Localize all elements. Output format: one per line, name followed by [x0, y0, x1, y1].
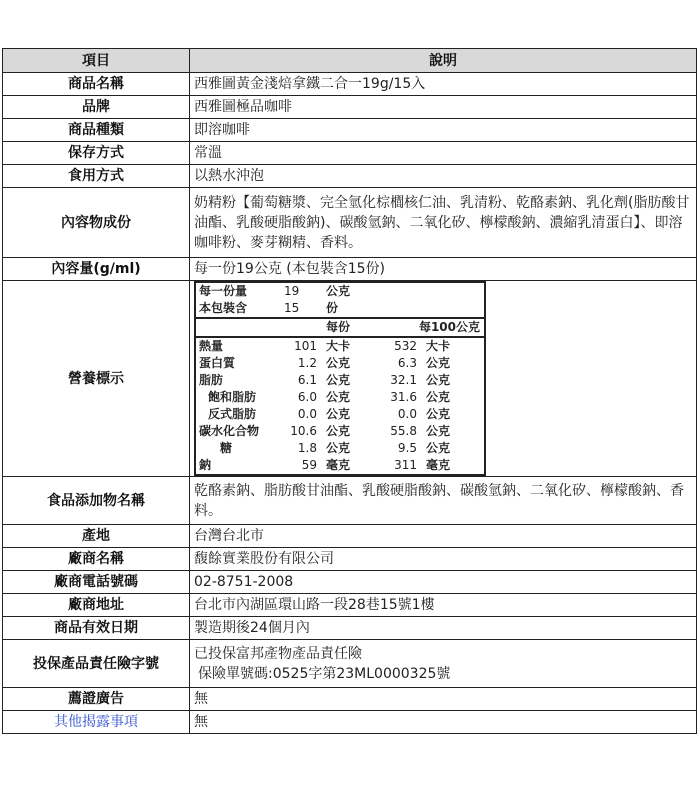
nutrient-unit: 公克: [426, 373, 451, 387]
col-per-100g: 每100公克: [369, 318, 485, 337]
value-phone: 02-8751-2008: [190, 571, 697, 594]
insurance-policy-number: 保險單號碼:0525字第23ML0000325號: [198, 665, 451, 682]
label-net-content: 內容量(g/ml): [3, 258, 190, 281]
nutrient-unit: 公克: [426, 441, 451, 455]
label-usage: 食用方式: [3, 165, 190, 188]
nutrition-cell: [190, 281, 697, 477]
value-usage: 以熱水沖泡: [190, 165, 697, 188]
row-phone: [3, 571, 697, 594]
nutrient-unit: 公克: [326, 373, 351, 387]
nutrition-facts-table: [194, 281, 486, 476]
count-value: 15: [284, 301, 300, 315]
row-category: [3, 119, 697, 142]
value-other-disclosure: 無: [190, 711, 697, 734]
nutrient-unit: 毫克: [326, 458, 351, 472]
label-ingredients: 內容物成份: [3, 188, 190, 258]
value-shelf-life: 製造期後24個月內: [190, 617, 697, 640]
nutrient-unit: 大卡: [323, 337, 369, 355]
header-row: [3, 49, 697, 73]
nutrition-count-row: [195, 300, 485, 318]
serving-unit: 公克: [326, 284, 351, 298]
label-category: 商品種類: [3, 119, 190, 142]
nutrient-unit: 毫克: [426, 458, 451, 472]
label-additives: 食品添加物名稱: [3, 477, 190, 525]
label-endorsement: 薦證廣告: [3, 688, 190, 711]
row-net-content: [3, 258, 697, 281]
nutrition-row: [195, 389, 485, 406]
product-info-table: [2, 48, 697, 734]
label-shelf-life: 商品有效日期: [3, 617, 190, 640]
nutrition-row: [195, 372, 485, 389]
row-storage: [3, 142, 697, 165]
value-address: 台北市內湖區環山路一段28巷15號1樓: [190, 594, 697, 617]
row-insurance: [3, 640, 697, 688]
row-manufacturer: [3, 548, 697, 571]
nutrient-unit: 公克: [326, 407, 351, 421]
row-other-disclosure: [3, 711, 697, 734]
row-usage: [3, 165, 697, 188]
value-insurance: [190, 640, 697, 688]
label-insurance: 投保產品責任險字號: [3, 640, 190, 688]
nutrition-header-row: [195, 318, 485, 337]
nutrient-per-100g: 532: [369, 337, 423, 355]
label-storage: 保存方式: [3, 142, 190, 165]
nutrient-name: 蛋白質: [199, 356, 236, 370]
value-product-name: 西雅圖黃金淺焙拿鐵二合一19g/15入: [190, 73, 697, 96]
nutrient-per-serving: 10.6: [290, 424, 317, 438]
nutrition-row: [195, 337, 485, 355]
label-origin: 產地: [3, 525, 190, 548]
nutrition-row: [195, 440, 485, 457]
value-additives: 乾酪素鈉、脂肪酸甘油酯、乳酸硬脂酸鈉、碳酸氫鈉、二氧化矽、檸檬酸鈉、香料。: [190, 477, 697, 525]
row-ingredients: [3, 188, 697, 258]
nutrition-row: [195, 355, 485, 372]
nutrition-row: [195, 457, 485, 475]
nutrient-unit: 公克: [426, 390, 451, 404]
nutrient-per-serving: 6.0: [297, 390, 317, 404]
nutrient-unit: 公克: [426, 424, 451, 438]
serving-value: 19: [284, 284, 300, 298]
nutrition-row: [195, 406, 485, 423]
nutrient-name: 碳水化合物: [199, 424, 260, 438]
label-product-name: 商品名稱: [3, 73, 190, 96]
label-manufacturer: 廠商名稱: [3, 548, 190, 571]
row-additives: [3, 477, 697, 525]
label-brand: 品牌: [3, 96, 190, 119]
row-address: [3, 594, 697, 617]
value-ingredients: 奶精粉【葡萄糖漿、完全氫化棕櫚核仁油、乳清粉、乾酪素鈉、乳化劑(脂肪酸甘油酯、乳酸硬脂酸鈉)、碳酸氫鈉、二氧化矽、檸檬酸鈉、濃縮乳清蛋白】、即溶咖啡粉、麥芽糊精、香料。: [190, 188, 697, 258]
nutrient-name: 熱量: [195, 337, 281, 355]
label-address: 廠商地址: [3, 594, 190, 617]
nutrient-per-serving: 59: [301, 458, 317, 472]
value-storage: 常溫: [190, 142, 697, 165]
col-per-serving: 每份: [323, 318, 369, 337]
value-net-content: 每一份19公克 (本包裝含15份): [190, 258, 697, 281]
header-description: 說明: [190, 49, 697, 73]
nutrient-per-100g: 55.8: [390, 424, 417, 438]
nutrient-unit: 公克: [326, 441, 351, 455]
nutrient-unit: 公克: [326, 390, 351, 404]
nutrient-name: 脂肪: [199, 373, 224, 387]
value-brand: 西雅圖極品咖啡: [190, 96, 697, 119]
nutrient-per-serving: 1.2: [297, 356, 317, 370]
value-category: 即溶咖啡: [190, 119, 697, 142]
nutrition-row: [195, 423, 485, 440]
nutrient-per-serving: 1.8: [297, 441, 317, 455]
nutrient-per-100g: 31.6: [390, 390, 417, 404]
label-nutrition: 營養標示: [3, 281, 190, 477]
label-phone: 廠商電話號碼: [3, 571, 190, 594]
nutrient-per-serving: 0.0: [297, 407, 317, 421]
row-product-name: [3, 73, 697, 96]
nutrient-per-serving: 101: [281, 337, 323, 355]
nutrient-unit: 公克: [426, 407, 451, 421]
nutrient-unit: 大卡: [423, 337, 485, 355]
label-other-disclosure: 其他揭露事項: [3, 711, 190, 734]
row-shelf-life: [3, 617, 697, 640]
nutrient-name: 反式脂肪: [208, 407, 257, 421]
nutrient-name: 糖: [220, 441, 233, 455]
nutrient-unit: 公克: [326, 424, 351, 438]
nutrient-per-100g: 311: [394, 458, 417, 472]
value-origin: 台灣台北市: [190, 525, 697, 548]
nutrient-unit: 公克: [426, 356, 451, 370]
nutrient-unit: 公克: [326, 356, 351, 370]
nutrient-name: 鈉: [199, 458, 212, 472]
row-origin: [3, 525, 697, 548]
nutrient-per-100g: 0.0: [397, 407, 417, 421]
row-brand: [3, 96, 697, 119]
value-endorsement: 無: [190, 688, 697, 711]
header-item: 項目: [3, 49, 190, 73]
insurance-line1: 已投保富邦產物產品責任險: [194, 645, 362, 662]
nutrient-per-100g: 32.1: [390, 373, 417, 387]
nutrient-per-serving: 6.1: [297, 373, 317, 387]
serving-label: 每一份量: [199, 284, 248, 298]
nutrient-per-100g: 6.3: [397, 356, 417, 370]
nutrient-per-100g: 9.5: [397, 441, 417, 455]
count-unit: 份: [326, 301, 339, 315]
count-label: 本包裝含: [199, 301, 248, 315]
row-nutrition: [3, 281, 697, 477]
value-manufacturer: 馥餘實業股份有限公司: [190, 548, 697, 571]
nutrition-serving-row: [195, 282, 485, 300]
row-endorsement: [3, 688, 697, 711]
nutrient-name: 飽和脂肪: [208, 390, 257, 404]
